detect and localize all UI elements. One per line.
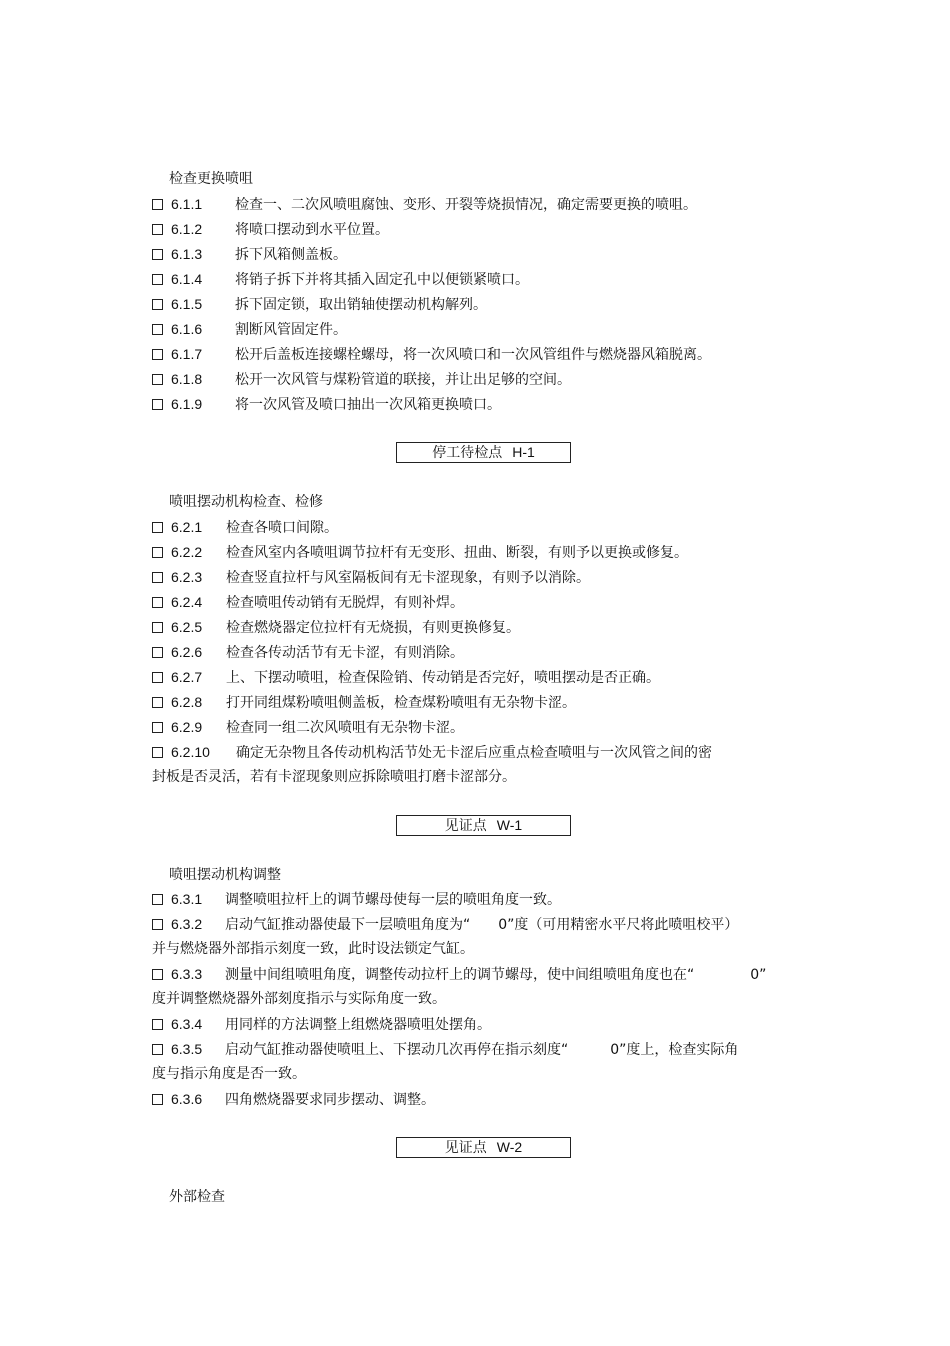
item-number: 6.1.7 [171,346,203,362]
item-number: 6.2.8 [171,694,203,710]
item-number: 6.2.2 [171,544,203,560]
section-heading: 喷咀摆动机构检查、检修 [169,494,323,510]
list-item [152,667,660,688]
list-item [152,717,464,738]
checkbox[interactable] [152,647,163,658]
item-text: 四角燃烧器要求同步摆动、调整。 [225,1092,435,1108]
checkpoint-box [396,815,571,836]
checkpoint-code: W-1 [496,817,523,833]
item-text: 检查各传动活节有无卡涩，有则消除。 [226,645,464,661]
list-item [152,219,389,240]
checkpoint-label: 见证点 [444,818,487,834]
item-text: 拆下风箱侧盖板。 [235,247,347,263]
item-number: 6.1.1 [171,196,203,212]
list-item [152,269,529,290]
item-number: 6.2.10 [171,744,210,760]
item-text: 松开后盖板连接螺栓螺母，将一次风喷口和一次风管组件与燃烧器风箱脱离。 [235,347,711,363]
item-number: 6.2.4 [171,594,203,610]
list-item [152,1014,491,1035]
checkpoint-box [396,442,571,463]
item-text: 测量中间组喷咀角度，调整传动拉杆上的调节螺母，使中间组喷咀角度也在“ 0” [225,967,767,983]
item-text: 检查风室内各喷咀调节拉杆有无变形、扭曲、断裂，有则予以更换或修复。 [226,545,688,561]
item-text: 检查竖直拉杆与风室隔板间有无卡涩现象，有则予以消除。 [226,570,590,586]
item-number: 6.3.1 [171,891,203,907]
list-item [152,617,520,638]
section-heading: 检查更换喷咀 [169,171,253,187]
item-text: 检查各喷口间隙。 [226,520,338,536]
checkbox[interactable] [152,572,163,583]
checkbox[interactable] [152,697,163,708]
item-text: 检查燃烧器定位拉杆有无烧损，有则更换修复。 [226,620,520,636]
list-item [152,692,576,713]
item-text: 将一次风管及喷口抽出一次风箱更换喷口。 [235,397,501,413]
checkbox[interactable] [152,299,163,310]
item-number: 6.1.6 [171,321,203,337]
list-item [152,369,571,390]
item-number: 6.3.4 [171,1016,203,1032]
list-item [152,1089,435,1110]
item-text: 上、下摆动喷咀，检查保险销、传动销是否完好，喷咀摆动是否正确。 [226,670,660,686]
section-heading: 外部检查 [169,1189,225,1205]
section-heading: 喷咀摆动机构调整 [169,867,281,883]
checkpoint-label: 停工待检点 [432,445,503,461]
item-number: 6.2.3 [171,569,203,585]
item-text: 确定无杂物且各传动机构活节处无卡涩后应重点检查喷咀与一次风管之间的密 [236,745,712,761]
checkbox[interactable] [152,224,163,235]
list-item [152,914,738,935]
list-item [152,964,766,985]
checkbox[interactable] [152,722,163,733]
list-item [152,294,487,315]
list-item [152,319,347,340]
item-number: 6.2.6 [171,644,203,660]
item-continuation: 度与指示角度是否一致。 [152,1066,306,1082]
checkpoint-box [396,1137,571,1158]
checkbox[interactable] [152,1019,163,1030]
list-item [152,567,590,588]
item-text: 拆下固定锁，取出销轴使摆动机构解列。 [235,297,487,313]
checkbox[interactable] [152,919,163,930]
list-item [152,244,347,265]
list-item [152,517,338,538]
checkbox[interactable] [152,622,163,633]
checkbox[interactable] [152,274,163,285]
item-text: 调整喷咀拉杆上的调节螺母使每一层的喷咀角度一致。 [225,892,561,908]
list-item [152,394,501,415]
checkbox[interactable] [152,547,163,558]
item-number: 6.2.1 [171,519,203,535]
list-item [152,1039,738,1060]
item-number: 6.1.4 [171,271,203,287]
item-continuation: 封板是否灵活，若有卡涩现象则应拆除喷咀打磨卡涩部分。 [152,769,516,785]
item-number: 6.1.8 [171,371,203,387]
item-number: 6.1.2 [171,221,203,237]
checkbox[interactable] [152,324,163,335]
list-item [152,344,711,365]
item-number: 6.2.5 [171,619,203,635]
item-number: 6.3.3 [171,966,203,982]
checkbox[interactable] [152,969,163,980]
item-text: 松开一次风管与煤粉管道的联接，并让出足够的空间。 [235,372,571,388]
list-item [152,642,464,663]
checkbox[interactable] [152,522,163,533]
checkbox[interactable] [152,597,163,608]
checkbox[interactable] [152,199,163,210]
checkbox[interactable] [152,894,163,905]
item-text: 用同样的方法调整上组燃烧器喷咀处摆角。 [225,1017,491,1033]
item-number: 6.1.3 [171,246,203,262]
item-text: 割断风管固定件。 [235,322,347,338]
item-text: 打开同组煤粉喷咀侧盖板，检查煤粉喷咀有无杂物卡涩。 [226,695,576,711]
list-item [152,592,464,613]
checkbox[interactable] [152,249,163,260]
item-continuation: 度并调整燃烧器外部刻度指示与实际角度一致。 [152,991,446,1007]
list-item [152,742,712,763]
item-number: 6.2.7 [171,669,203,685]
item-number: 6.3.2 [171,916,203,932]
item-text: 检查一、二次风喷咀腐蚀、变形、开裂等烧损情况，确定需要更换的喷咀。 [235,197,697,213]
item-text: 检查喷咀传动销有无脱焊，有则补焊。 [226,595,464,611]
checkbox[interactable] [152,1044,163,1055]
list-item [152,889,561,910]
checkpoint-code: W-2 [496,1139,523,1155]
checkbox[interactable] [152,349,163,360]
item-number: 6.3.6 [171,1091,203,1107]
checkpoint-label: 见证点 [444,1140,487,1156]
checkbox[interactable] [152,399,163,410]
checkbox[interactable] [152,747,163,758]
checkbox[interactable] [152,1094,163,1105]
checkbox[interactable] [152,374,163,385]
list-item [152,542,688,563]
item-text: 将喷口摆动到水平位置。 [235,222,389,238]
item-text: 检查同一组二次风喷咀有无杂物卡涩。 [226,720,464,736]
item-number: 6.1.5 [171,296,203,312]
item-text: 启动气缸推动器使喷咀上、下摆动几次再停在指示刻度“ 0”度上，检查实际角 [225,1042,739,1058]
item-number: 6.1.9 [171,396,203,412]
item-number: 6.2.9 [171,719,203,735]
item-text: 将销子拆下并将其插入固定孔中以便锁紧喷口。 [235,272,529,288]
checkbox[interactable] [152,672,163,683]
item-text: 启动气缸推动器使最下一层喷咀角度为“ 0”度（可用精密水平尺将此喷咀校平） [225,917,739,933]
item-number: 6.3.5 [171,1041,203,1057]
list-item [152,194,697,215]
item-continuation: 并与燃烧器外部指示刻度一致，此时设法锁定气缸。 [152,941,474,957]
checkpoint-code: H-1 [512,444,535,460]
